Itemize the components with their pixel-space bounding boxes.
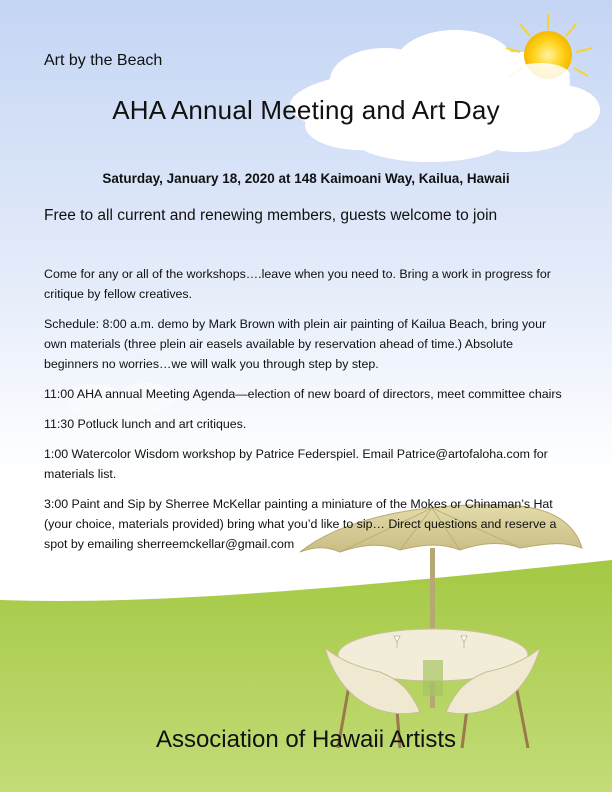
potluck-item: 11:30 Potluck lunch and art critiques. xyxy=(44,417,247,431)
date-location-line: Saturday, January 18, 2020 at 148 Kaimoani Way, Kailua, Hawaii xyxy=(102,171,510,186)
admission-line: Free to all current and renewing members, guests welcome to join xyxy=(44,207,498,224)
event-details xyxy=(44,264,569,564)
watercolor-workshop-item: 1:00 Watercolor Wisdom workshop by Patrice Federspiel. Email Patrice@artofaloha.com for materials list. xyxy=(44,447,548,481)
paint-and-sip-item: 3:00 Paint and Sip by Sherree McKellar painting a miniature of the Mokes or Chinaman’s Hat (your choice, materials provided) bring what you’d like to sip… Direct questions and reserve a spot by emailing sherreemckellar@gmail.com xyxy=(44,497,557,551)
eyebrow-text: Art by the Beach xyxy=(44,52,163,69)
schedule-paragraph: Schedule: 8:00 a.m. demo by Mark Brown with plein air painting of Kailua Beach, bring your own materials (three plein air easels available by reservation ahead of time.) Absolute beginners no worries…we will walk you through step by step. xyxy=(44,317,547,371)
intro-paragraph: Come for any or all of the workshops….leave when you need to. Bring a work in progress for critique by fellow creatives. xyxy=(44,267,551,301)
meeting-agenda-item: 11:00 AHA annual Meeting Agenda—election of new board of directors, meet committee chairs xyxy=(44,387,562,401)
organization-name: Association of Hawaii Artists xyxy=(155,726,457,753)
page-title: AHA Annual Meeting and Art Day xyxy=(112,95,500,125)
